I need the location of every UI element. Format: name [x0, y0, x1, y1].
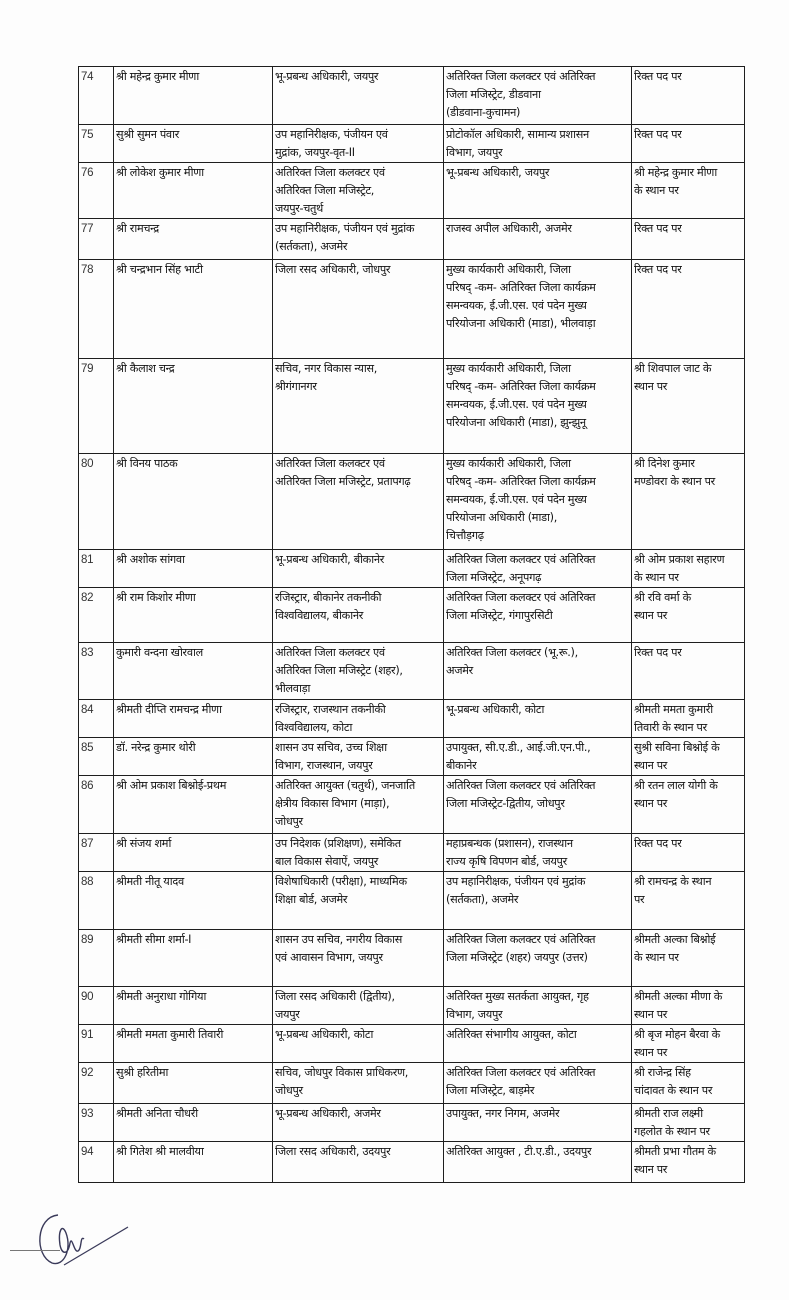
officer-name: श्रीमती ममता कुमारी तिवारी	[114, 1025, 273, 1063]
serial-number: 80	[79, 454, 114, 550]
table-row	[79, 454, 745, 550]
new-posting: अतिरिक्त जिला कलक्टर एवं अतिरिक्त जिला मजिस्ट्रेट, बाड़मेर	[444, 1063, 632, 1104]
serial-number: 88	[79, 872, 114, 930]
new-posting: मुख्य कार्यकारी अधिकारी, जिला परिषद् -कम- अतिरिक्त जिला कार्यक्रम समन्वयक, ई.जी.एस. एवं पदेन मुख्य परियोजना अधिकारी (माडा), चित्तौड़गढ़	[444, 454, 632, 550]
remark: श्री ओम प्रकाश सहारण के स्थान पर	[632, 550, 745, 588]
officer-name: श्री ओम प्रकाश बिश्नोई-प्रथम	[114, 776, 273, 834]
serial-number: 92	[79, 1063, 114, 1104]
remark: श्री रतन लाल योगी के स्थान पर	[632, 776, 745, 834]
current-posting: अतिरिक्त आयुक्त (चतुर्थ), जनजाति क्षेत्रीय विकास विभाग (माड़ा), जोधपुर	[273, 776, 444, 834]
serial-number: 74	[79, 67, 114, 125]
serial-number: 75	[79, 125, 114, 163]
officer-name: कुमारी वन्दना खोरवाल	[114, 643, 273, 700]
officer-name: श्रीमती अनिता चौधरी	[114, 1104, 273, 1142]
officer-name: श्री कैलाश चन्द्र	[114, 359, 273, 454]
serial-number: 82	[79, 588, 114, 643]
table-row	[79, 163, 745, 219]
serial-number: 94	[79, 1142, 114, 1183]
current-posting: सचिव, नगर विकास न्यास, श्रीगंगानगर	[273, 359, 444, 454]
table-row	[79, 125, 745, 163]
current-posting: शासन उप सचिव, उच्च शिक्षा विभाग, राजस्थान, जयपुर	[273, 738, 444, 776]
officer-name: सुश्री सुमन पंवार	[114, 125, 273, 163]
new-posting: अतिरिक्त जिला कलक्टर एवं अतिरिक्त जिला मजिस्ट्रेट-द्वितीय, जोधपुर	[444, 776, 632, 834]
current-posting: रजिस्ट्रार, राजस्थान तकनीकी विश्वविद्यालय, कोटा	[273, 700, 444, 738]
remark: श्री महेन्द्र कुमार मीणा के स्थान पर	[632, 163, 745, 219]
remark: श्री बृज मोहन बैरवा के स्थान पर	[632, 1025, 745, 1063]
table-row	[79, 930, 745, 987]
remark: श्रीमती ममता कुमारी तिवारी के स्थान पर	[632, 700, 745, 738]
current-posting: विशेषाधिकारी (परीक्षा), माध्यमिक शिक्षा बोर्ड, अजमेर	[273, 872, 444, 930]
table-row	[79, 872, 745, 930]
table-body	[79, 67, 745, 1183]
remark: रिक्त पद पर	[632, 260, 745, 359]
officer-name: श्री चन्द्रभान सिंह भाटी	[114, 260, 273, 359]
new-posting: उपायुक्त, नगर निगम, अजमेर	[444, 1104, 632, 1142]
serial-number: 83	[79, 643, 114, 700]
new-posting: प्रोटोकॉल अधिकारी, सामान्य प्रशासन विभाग, जयपुर	[444, 125, 632, 163]
serial-number: 79	[79, 359, 114, 454]
serial-number: 91	[79, 1025, 114, 1063]
table-row	[79, 643, 745, 700]
current-posting: भू-प्रबन्ध अधिकारी, अजमेर	[273, 1104, 444, 1142]
new-posting: अतिरिक्त जिला कलक्टर (भू.रू.), अजमेर	[444, 643, 632, 700]
remark: श्री दिनेश कुमार मण्डोवरा के स्थान पर	[632, 454, 745, 550]
officer-name: श्री संजय शर्मा	[114, 834, 273, 872]
officer-name: श्रीमती सीमा शर्मा-I	[114, 930, 273, 987]
officer-name: श्री लोकेश कुमार मीणा	[114, 163, 273, 219]
table-row	[79, 700, 745, 738]
officer-name: श्री अशोक सांगवा	[114, 550, 273, 588]
officer-name: सुश्री हरितीमा	[114, 1063, 273, 1104]
table-row	[79, 1104, 745, 1142]
officer-name: श्री रामचन्द्र	[114, 219, 273, 260]
officer-name: श्री महेन्द्र कुमार मीणा	[114, 67, 273, 125]
new-posting: अतिरिक्त जिला कलक्टर एवं अतिरिक्त जिला मजिस्ट्रेट (शहर) जयपुर (उत्तर)	[444, 930, 632, 987]
new-posting: मुख्य कार्यकारी अधिकारी, जिला परिषद् -कम- अतिरिक्त जिला कार्यक्रम समन्वयक, ई.जी.एस. एवं पदेन मुख्य परियोजना अधिकारी (माडा), भीलवाड़ा	[444, 260, 632, 359]
officer-name: श्रीमती अनुराधा गोगिया	[114, 987, 273, 1025]
serial-number: 89	[79, 930, 114, 987]
margin-line	[10, 1250, 60, 1251]
current-posting: भू-प्रबन्ध अधिकारी, बीकानेर	[273, 550, 444, 588]
remark: श्रीमती अल्का मीणा के स्थान पर	[632, 987, 745, 1025]
table-row	[79, 550, 745, 588]
serial-number: 81	[79, 550, 114, 588]
serial-number: 86	[79, 776, 114, 834]
serial-number: 93	[79, 1104, 114, 1142]
new-posting: अतिरिक्त मुख्य सतर्कता आयुक्त, गृह विभाग, जयपुर	[444, 987, 632, 1025]
table-row	[79, 834, 745, 872]
new-posting: भू-प्रबन्ध अधिकारी, कोटा	[444, 700, 632, 738]
new-posting: मुख्य कार्यकारी अधिकारी, जिला परिषद् -कम- अतिरिक्त जिला कार्यक्रम समन्वयक, ई.जी.एस. एवं पदेन मुख्य परियोजना अधिकारी (माडा), झुन्झुनू	[444, 359, 632, 454]
current-posting: जिला रसद अधिकारी, जोधपुर	[273, 260, 444, 359]
officer-name: श्री गितेश श्री मालवीया	[114, 1142, 273, 1183]
serial-number: 76	[79, 163, 114, 219]
remark: सुश्री सविना बिश्नोई के स्थान पर	[632, 738, 745, 776]
serial-number: 90	[79, 987, 114, 1025]
remark: रिक्त पद पर	[632, 834, 745, 872]
remark: श्रीमती प्रभा गौतम के स्थान पर	[632, 1142, 745, 1183]
table-row	[79, 776, 745, 834]
new-posting: अतिरिक्त आयुक्त , टी.ए.डी., उदयपुर	[444, 1142, 632, 1183]
current-posting: सचिव, जोधपुर विकास प्राधिकरण, जोधपुर	[273, 1063, 444, 1104]
current-posting: उप महानिरीक्षक, पंजीयन एवं मुद्रांक (सर्तकता), अजमेर	[273, 219, 444, 260]
remark: रिक्त पद पर	[632, 67, 745, 125]
remark: श्री रामचन्द्र के स्थान पर	[632, 872, 745, 930]
serial-number: 87	[79, 834, 114, 872]
remark: श्री राजेन्द्र सिंह चांदावत के स्थान पर	[632, 1063, 745, 1104]
remark: श्री शिवपाल जाट के स्थान पर	[632, 359, 745, 454]
new-posting: अतिरिक्त जिला कलक्टर एवं अतिरिक्त जिला मजिस्ट्रेट, डीडवाना (डीडवाना-कुचामन)	[444, 67, 632, 125]
remark: श्रीमती अल्का बिश्नोई के स्थान पर	[632, 930, 745, 987]
current-posting: अतिरिक्त जिला कलक्टर एवं अतिरिक्त जिला मजिस्ट्रेट, जयपुर-चतुर्थ	[273, 163, 444, 219]
table-row	[79, 1063, 745, 1104]
table-row	[79, 987, 745, 1025]
table-row	[79, 1025, 745, 1063]
current-posting: अतिरिक्त जिला कलक्टर एवं अतिरिक्त जिला मजिस्ट्रेट (शहर), भीलवाड़ा	[273, 643, 444, 700]
current-posting: शासन उप सचिव, नगरीय विकास एवं आवासन विभाग, जयपुर	[273, 930, 444, 987]
new-posting: महाप्रबन्धक (प्रशासन), राजस्थान राज्य कृषि विपणन बोर्ड, जयपुर	[444, 834, 632, 872]
remark: श्रीमती राज लक्ष्मी गहलोत के स्थान पर	[632, 1104, 745, 1142]
current-posting: उप महानिरीक्षक, पंजीयन एवं मुद्रांक, जयपुर-वृत-II	[273, 125, 444, 163]
new-posting: भू-प्रबन्ध अधिकारी, जयपुर	[444, 163, 632, 219]
current-posting: रजिस्ट्रार, बीकानेर तकनीकी विश्वविद्यालय, बीकानेर	[273, 588, 444, 643]
remark: रिक्त पद पर	[632, 125, 745, 163]
serial-number: 77	[79, 219, 114, 260]
current-posting: जिला रसद अधिकारी (द्वितीय), जयपुर	[273, 987, 444, 1025]
new-posting: राजस्व अपील अधिकारी, अजमेर	[444, 219, 632, 260]
current-posting: अतिरिक्त जिला कलक्टर एवं अतिरिक्त जिला मजिस्ट्रेट, प्रतापगढ़	[273, 454, 444, 550]
table-row	[79, 588, 745, 643]
handwritten-signature	[28, 1205, 158, 1275]
officer-name: श्री राम किशोर मीणा	[114, 588, 273, 643]
serial-number: 78	[79, 260, 114, 359]
remark: श्री रवि वर्मा के स्थान पर	[632, 588, 745, 643]
table-row	[79, 359, 745, 454]
remark: रिक्त पद पर	[632, 643, 745, 700]
new-posting: अतिरिक्त जिला कलक्टर एवं अतिरिक्त जिला मजिस्ट्रेट, गंगापुरसिटी	[444, 588, 632, 643]
new-posting: उपायुक्त, सी.ए.डी., आई.जी.एन.पी., बीकानेर	[444, 738, 632, 776]
table-row	[79, 219, 745, 260]
table-row	[79, 1142, 745, 1183]
officer-name: डॉ. नरेन्द्र कुमार थोरी	[114, 738, 273, 776]
current-posting: उप निदेशक (प्रशिक्षण), समेकित बाल विकास सेवाऐं, जयपुर	[273, 834, 444, 872]
remark: रिक्त पद पर	[632, 219, 745, 260]
officer-name: श्रीमती नीतू यादव	[114, 872, 273, 930]
new-posting: अतिरिक्त जिला कलक्टर एवं अतिरिक्त जिला मजिस्ट्रेट, अनूपगढ़	[444, 550, 632, 588]
serial-number: 84	[79, 700, 114, 738]
current-posting: भू-प्रबन्ध अधिकारी, जयपुर	[273, 67, 444, 125]
new-posting: उप महानिरीक्षक, पंजीयन एवं मुद्रांक (सर्तकता), अजमेर	[444, 872, 632, 930]
current-posting: भू-प्रबन्ध अधिकारी, कोटा	[273, 1025, 444, 1063]
table-row	[79, 260, 745, 359]
transfer-list-table	[78, 66, 745, 1183]
officer-name: श्रीमती दीप्ति रामचन्द्र मीणा	[114, 700, 273, 738]
table-row	[79, 738, 745, 776]
table-row	[79, 67, 745, 125]
officer-name: श्री विनय पाठक	[114, 454, 273, 550]
new-posting: अतिरिक्त संभागीय आयुक्त, कोटा	[444, 1025, 632, 1063]
current-posting: जिला रसद अधिकारी, उदयपुर	[273, 1142, 444, 1183]
serial-number: 85	[79, 738, 114, 776]
